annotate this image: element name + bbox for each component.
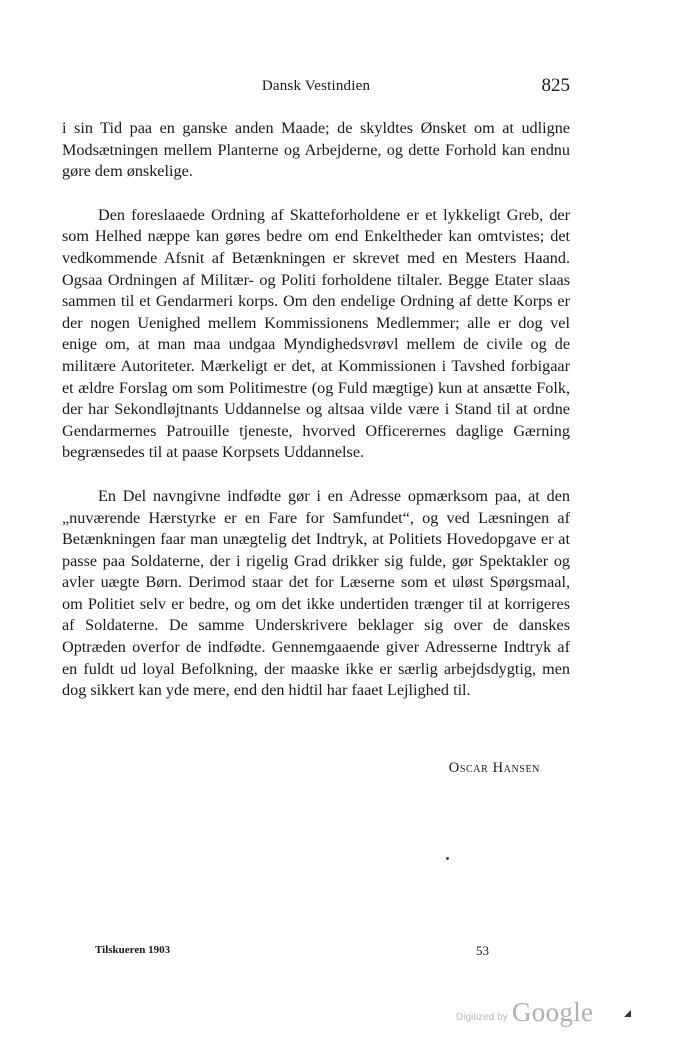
paragraph-1 bbox=[62, 118, 570, 183]
text-line: tjeneste, hvorved Officerernes daglige Gærning begrænsedes til at bbox=[62, 421, 570, 462]
text-line: Tavshed forbigaar et ældre Forslag om som Politimestre (og Fuld bbox=[62, 356, 570, 397]
corner-arrow-icon bbox=[623, 1009, 632, 1018]
text-line: Forhold kan endnu gøre dem ønskelige. bbox=[62, 140, 570, 181]
text-line: at den „nuværende Hærstyrke er en Fare for Samfundet“, og ved bbox=[62, 486, 571, 527]
text-line: Politiets Hovedopgave er at passe paa Soldaterne, der i rigelig Grad bbox=[62, 530, 570, 570]
text-line: drikker sig fulde, gør Spektakler og avler uægte Børn. Derimod bbox=[62, 551, 571, 592]
text-line: med en Mesters Haand. Ogsaa Ordningen af Militær- og Politi bbox=[62, 248, 570, 289]
text-line: Den foreslaaede Ordning af Skatteforholdene er et lykkeligt bbox=[98, 205, 507, 224]
watermark-logo: Google bbox=[512, 997, 594, 1027]
text-line: arbejdsdygtig, men dog sikkert kan yde mere, end den hidtil har bbox=[62, 659, 570, 700]
footer-sheet-number: 53 bbox=[476, 943, 489, 958]
text-line: paase Korpsets Uddannelse. bbox=[182, 443, 365, 462]
text-line: Indtryk af en fuldt ud loyal Befolkning, der maaske ikke er særlig bbox=[62, 638, 570, 678]
body-text bbox=[62, 118, 570, 702]
text-line: staar det for Læserne som et uløst Spørgsmaal, om Politiet selv bbox=[62, 573, 570, 613]
text-line: i sin Tid paa en ganske anden Maade; de skyldtes Ønsket om at bbox=[62, 119, 522, 137]
text-line: er bedre, og om det ikke undertiden trænger til at korrigeres af bbox=[62, 594, 570, 635]
text-line: Greb, der som Helhed næppe kan gøres bedre om end Enkeltheder bbox=[62, 205, 570, 246]
watermark-prefix: Digitized by bbox=[456, 1012, 508, 1023]
paragraph-3 bbox=[62, 486, 570, 702]
author-signature: Oscar Hansen bbox=[448, 760, 540, 776]
running-title: Dansk Vestindien bbox=[261, 78, 371, 94]
paragraph-2 bbox=[62, 205, 570, 464]
text-line: Optræden overfor de indfødte. Gennemgaaende giver Adresserne bbox=[62, 638, 504, 657]
print-speck bbox=[446, 857, 449, 860]
text-line: faaet Lejlighed til. bbox=[351, 681, 471, 700]
text-line: En Del navngivne indfødte gør i en Adresse opmærksom paa, bbox=[98, 486, 529, 505]
text-line: mægtige) kun at ansætte Folk, der har Sekondløjtnants Uddannelse bbox=[62, 378, 571, 419]
footer-source: Tilskueren 1903 bbox=[95, 944, 171, 956]
text-line: kan omtvistes; det vedkommende Afsnit af Betænkningen er skrevet bbox=[62, 227, 570, 267]
text-line: og altsaa vilde være i Stand til at ordne Gendarmernes Patrouille bbox=[62, 400, 570, 440]
text-line: forholdene tiltaler. Begge Etater slaas sammen til et Gendarmeri bbox=[62, 270, 571, 311]
page-number: 825 bbox=[541, 75, 570, 96]
text-line: enige om, at man maa undgaa Myndighedsvrøvl mellem de civile bbox=[62, 335, 531, 354]
digitization-watermark bbox=[456, 994, 616, 1030]
text-line: korps. Om den endelige Ordning af dette Korps er der nogen bbox=[62, 292, 571, 332]
text-line: Læsningen af Betænkningen faar man unægtelig det Indtryk, at bbox=[62, 508, 570, 549]
text-line: Uenighed mellem Kommissionens Medlemmer; alle er dog vel bbox=[137, 313, 570, 332]
text-line: Soldaterne. De samme Underskrivere beklager sig over de danskes bbox=[85, 616, 570, 635]
text-line: udligne Modsætningen mellem Planterne og Arbejderne, og dette bbox=[62, 119, 570, 159]
text-line: og de militære Autoriteter. Mærkeligt er det, at Kommissionen i bbox=[62, 335, 571, 375]
running-head bbox=[62, 75, 570, 100]
